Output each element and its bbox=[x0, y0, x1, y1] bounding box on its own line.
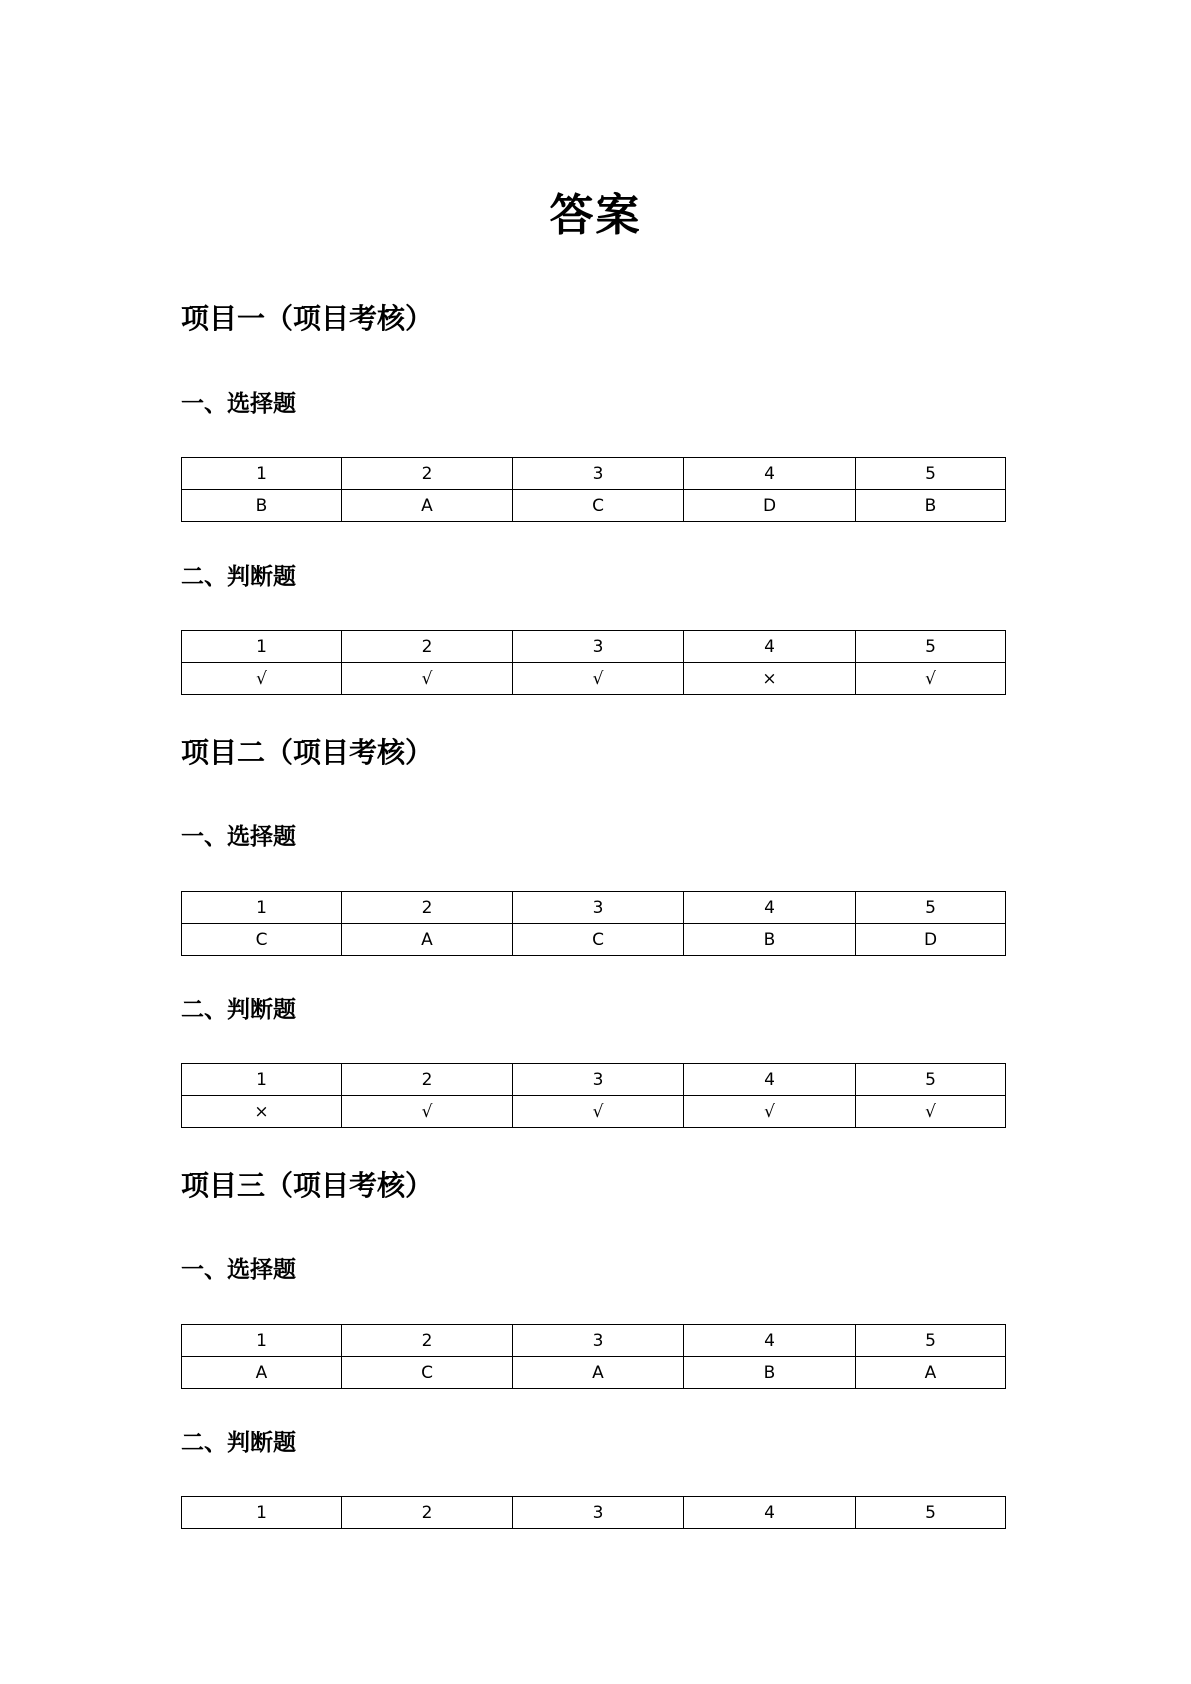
question-number: 2 bbox=[342, 631, 513, 663]
answer-cell: × bbox=[182, 1096, 342, 1128]
project-2-judge-heading: 二、判断题 bbox=[181, 996, 296, 1023]
answer-cell: × bbox=[684, 663, 856, 695]
page-title: 答案 bbox=[549, 190, 642, 241]
table-row-answers bbox=[182, 1096, 1006, 1128]
question-number: 2 bbox=[342, 1325, 513, 1357]
question-number: 4 bbox=[684, 1497, 856, 1529]
project-1-judge-table bbox=[181, 630, 1006, 695]
question-number: 4 bbox=[684, 631, 856, 663]
project-1-choice-table bbox=[181, 457, 1006, 522]
project-1-heading: 项目一（项目考核） bbox=[181, 302, 434, 335]
answer-cell: √ bbox=[513, 663, 684, 695]
question-number: 3 bbox=[513, 1325, 684, 1357]
answer-cell: D bbox=[684, 490, 856, 522]
question-number: 4 bbox=[684, 892, 856, 924]
project-3-choice-heading: 一、选择题 bbox=[181, 1256, 296, 1283]
project-2-judge-table bbox=[181, 1063, 1006, 1128]
question-number: 3 bbox=[513, 631, 684, 663]
table-row-numbers bbox=[182, 1497, 1006, 1529]
answer-cell: A bbox=[182, 1357, 342, 1389]
answer-cell: C bbox=[342, 1357, 513, 1389]
table-row-numbers bbox=[182, 458, 1006, 490]
question-number: 5 bbox=[856, 458, 1006, 490]
table-row-numbers bbox=[182, 1325, 1006, 1357]
answer-cell: √ bbox=[684, 1096, 856, 1128]
answer-cell: B bbox=[684, 924, 856, 956]
table-row-answers bbox=[182, 1357, 1006, 1389]
question-number: 5 bbox=[856, 892, 1006, 924]
project-3-choice-table bbox=[181, 1324, 1006, 1389]
answer-cell: B bbox=[856, 490, 1006, 522]
table-row-answers bbox=[182, 490, 1006, 522]
question-number: 1 bbox=[182, 1064, 342, 1096]
question-number: 1 bbox=[182, 1497, 342, 1529]
table-row-answers bbox=[182, 924, 1006, 956]
project-1-choice-heading: 一、选择题 bbox=[181, 390, 296, 417]
answer-cell: C bbox=[182, 924, 342, 956]
answer-cell: A bbox=[513, 1357, 684, 1389]
project-3-judge-heading: 二、判断题 bbox=[181, 1429, 296, 1456]
answer-cell: A bbox=[856, 1357, 1006, 1389]
question-number: 5 bbox=[856, 631, 1006, 663]
question-number: 3 bbox=[513, 1497, 684, 1529]
project-3-judge-table bbox=[181, 1496, 1006, 1529]
question-number: 3 bbox=[513, 892, 684, 924]
answer-cell: A bbox=[342, 490, 513, 522]
answer-cell: C bbox=[513, 490, 684, 522]
question-number: 1 bbox=[182, 458, 342, 490]
answer-cell: D bbox=[856, 924, 1006, 956]
answer-cell: B bbox=[182, 490, 342, 522]
question-number: 2 bbox=[342, 892, 513, 924]
table-row-numbers bbox=[182, 1064, 1006, 1096]
answer-cell: √ bbox=[182, 663, 342, 695]
answer-cell: A bbox=[342, 924, 513, 956]
table-row-numbers bbox=[182, 631, 1006, 663]
answer-cell: √ bbox=[856, 1096, 1006, 1128]
question-number: 5 bbox=[856, 1064, 1006, 1096]
question-number: 2 bbox=[342, 1497, 513, 1529]
question-number: 4 bbox=[684, 458, 856, 490]
question-number: 3 bbox=[513, 458, 684, 490]
question-number: 2 bbox=[342, 1064, 513, 1096]
answer-cell: √ bbox=[342, 1096, 513, 1128]
question-number: 1 bbox=[182, 631, 342, 663]
question-number: 1 bbox=[182, 892, 342, 924]
answer-cell: B bbox=[684, 1357, 856, 1389]
project-1-judge-heading: 二、判断题 bbox=[181, 563, 296, 590]
project-2-heading: 项目二（项目考核） bbox=[181, 736, 434, 769]
question-number: 1 bbox=[182, 1325, 342, 1357]
answer-cell: C bbox=[513, 924, 684, 956]
answer-cell: √ bbox=[342, 663, 513, 695]
answer-cell: √ bbox=[856, 663, 1006, 695]
question-number: 3 bbox=[513, 1064, 684, 1096]
question-number: 2 bbox=[342, 458, 513, 490]
question-number: 4 bbox=[684, 1064, 856, 1096]
project-2-choice-table bbox=[181, 891, 1006, 956]
table-row-answers bbox=[182, 663, 1006, 695]
project-3-heading: 项目三（项目考核） bbox=[181, 1169, 434, 1202]
question-number: 5 bbox=[856, 1325, 1006, 1357]
project-2-choice-heading: 一、选择题 bbox=[181, 823, 296, 850]
question-number: 4 bbox=[684, 1325, 856, 1357]
answer-cell: √ bbox=[513, 1096, 684, 1128]
question-number: 5 bbox=[856, 1497, 1006, 1529]
table-row-numbers bbox=[182, 892, 1006, 924]
